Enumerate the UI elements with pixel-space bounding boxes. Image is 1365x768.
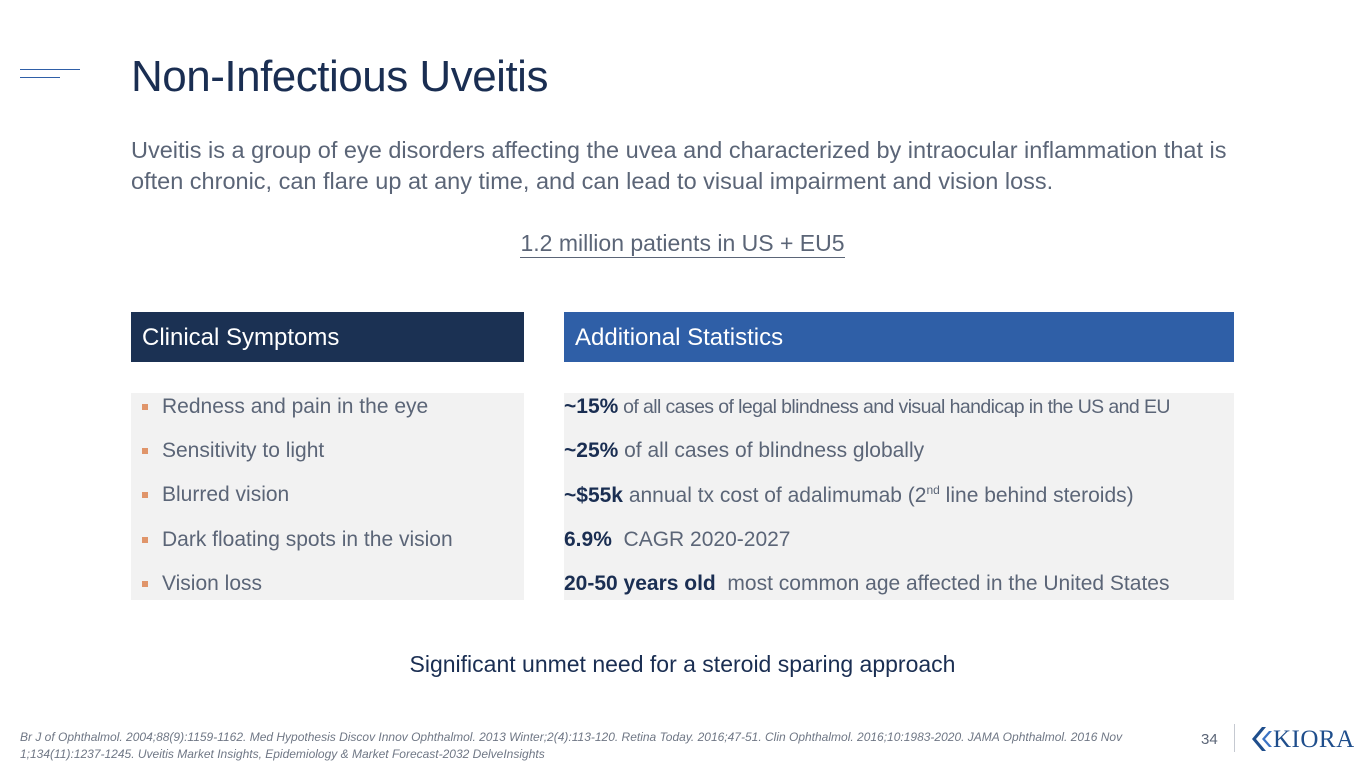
symptom-item: Dark floating spots in the vision <box>162 528 453 551</box>
statistic-superscript: nd <box>926 483 940 497</box>
statistic-text: CAGR 2020-2027 <box>611 528 791 551</box>
statistic-item <box>564 483 1134 508</box>
bullet-icon <box>142 404 148 410</box>
statistic-text: of all cases of legal blindness and visual handicap in the US and EU <box>618 396 1170 418</box>
decorative-line-top <box>20 69 80 70</box>
symptom-item: Redness and pain in the eye <box>162 395 429 418</box>
statistic-text: most common age affected in the United States <box>715 572 1170 595</box>
bullet-icon <box>142 581 148 587</box>
symptom-item: Blurred vision <box>162 483 290 506</box>
intro-paragraph: Uveitis is a group of eye disorders affecting the uvea and characterized by intraocular inflammation that is often chronic, can flare up at any time, and can lead to visual impairment and vision loss. <box>131 137 1227 194</box>
references-footnote: Br J of Ophthalmol. 2004;88(9):1159-1162. Med Hypothesis Discov Innov Ophthalmol. 2013 Winter;2(4):113-120. Retina Today. 2016;47-51. Clin Ophthalmol. 2016;10:1983-2020. JAMA Ophthalmol. 2016 Nov 1;134(11):1237-1245. Uveitis Market Insights, Epidemiology & Market Forecast-2032 DelveInsights <box>20 730 1123 761</box>
bullet-icon <box>142 537 148 543</box>
statistic-value: 6.9% <box>564 528 612 551</box>
decorative-line-bottom <box>20 77 60 78</box>
additional-statistics-header: Additional Statistics <box>564 312 1234 362</box>
slide-title: Non-Infectious Uveitis <box>131 52 548 101</box>
patients-headline-text: 1.2 million patients in US + EU5 <box>520 230 845 256</box>
unmet-need-tagline: Significant unmet need for a steroid sparing approach <box>409 651 956 677</box>
clinical-symptoms-header: Clinical Symptoms <box>131 312 524 362</box>
statistic-value: 20-50 years old <box>564 572 716 595</box>
statistic-text: of all cases of blindness globally <box>618 439 925 462</box>
statistic-value: ~15% <box>564 395 619 418</box>
page-number: 34 <box>1201 731 1218 748</box>
statistic-item <box>564 528 790 552</box>
patients-headline <box>0 230 1365 257</box>
kiora-logo-text: KIORA <box>1273 726 1355 753</box>
statistic-value: ~25% <box>564 439 619 462</box>
symptom-item: Vision loss <box>162 572 262 595</box>
statistic-value: ~$55k <box>564 484 623 507</box>
bullet-icon <box>142 492 148 498</box>
bullet-icon <box>142 448 148 454</box>
statistic-item <box>564 395 1170 419</box>
kiora-logo-icon <box>1249 725 1273 753</box>
symptom-item: Sensitivity to light <box>162 439 325 462</box>
statistic-item <box>564 439 924 463</box>
statistic-text: annual tx cost of adalimumab (2 <box>622 484 927 507</box>
statistic-text-after: line behind steroids) <box>939 484 1134 507</box>
statistic-item <box>564 572 1169 596</box>
footer-divider <box>1234 724 1235 752</box>
